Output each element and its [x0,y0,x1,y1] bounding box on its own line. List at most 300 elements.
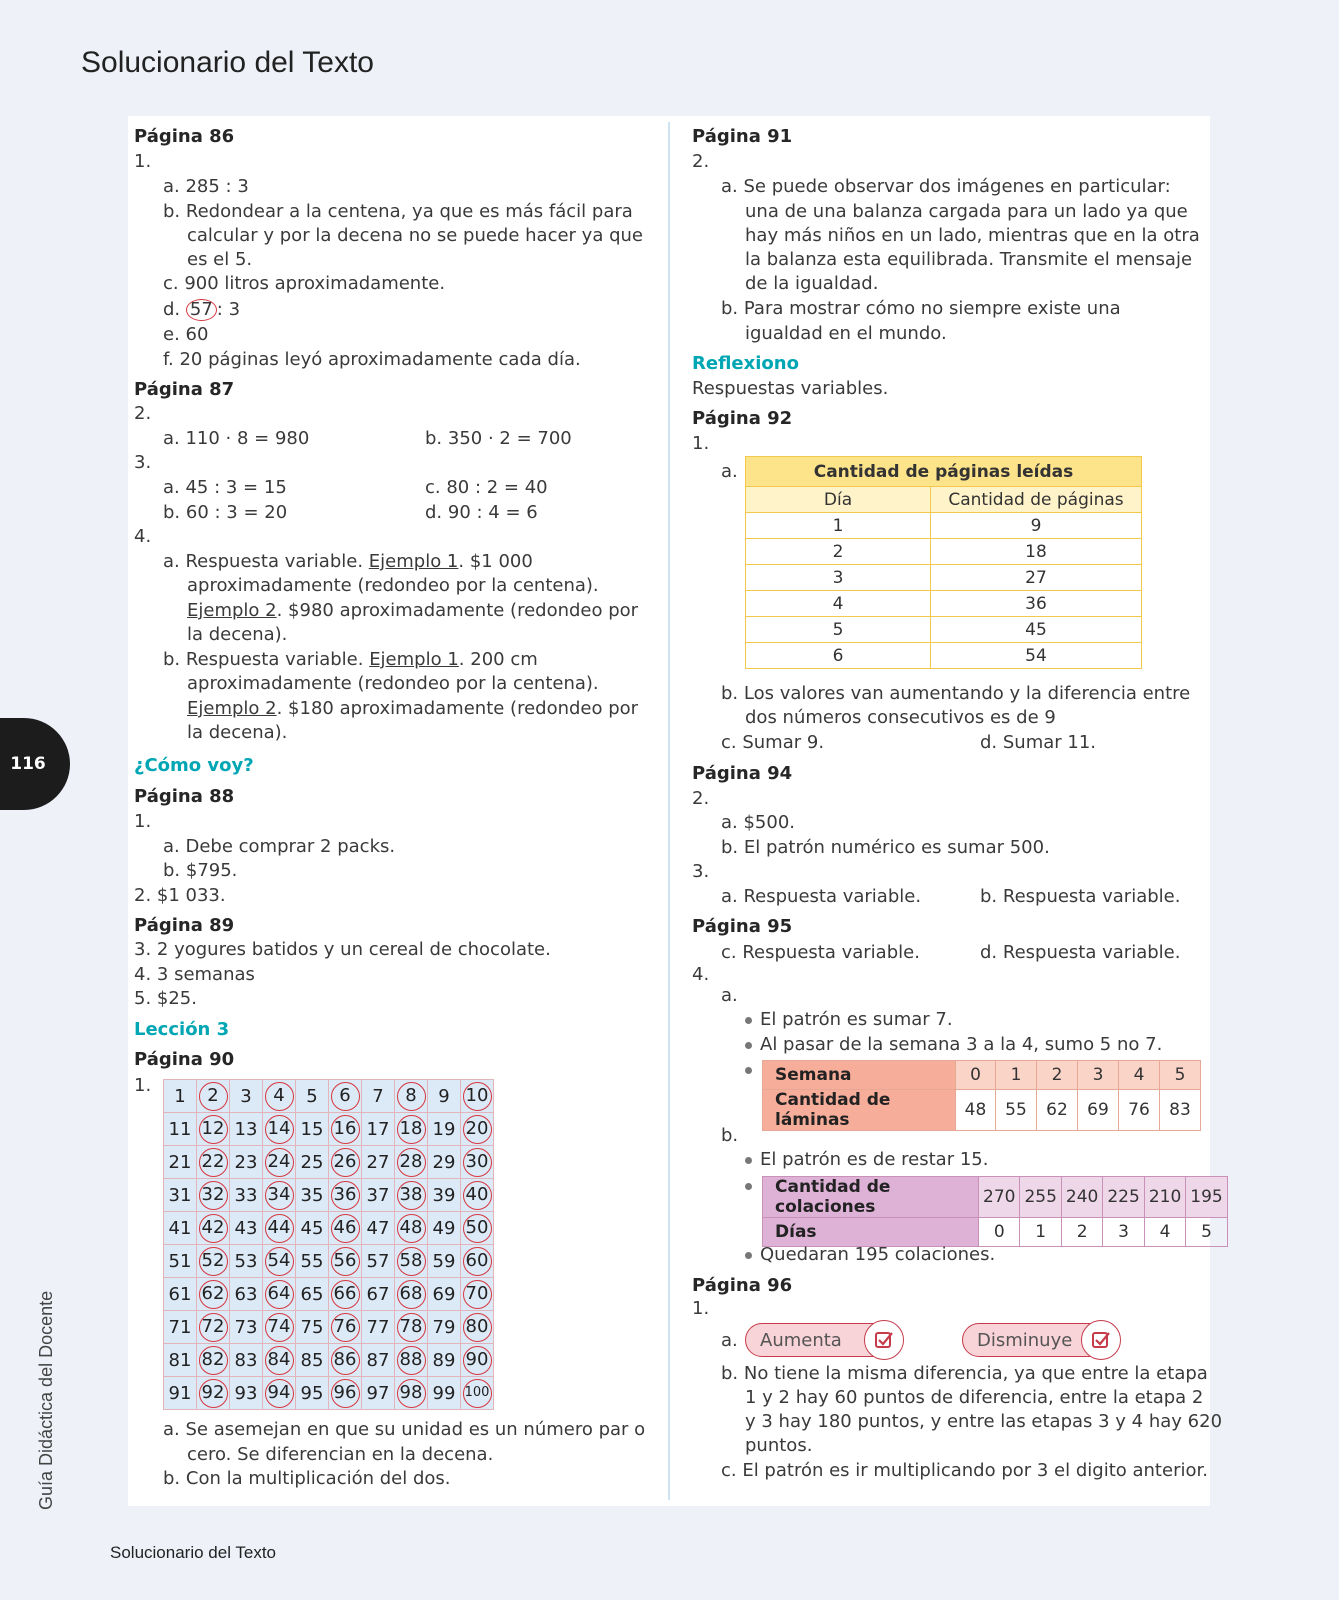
circled-number: 20 [463,1115,492,1144]
table-cell: 4 [746,591,931,617]
item-number: 3. [134,452,152,473]
table-cell: 48 [956,1090,996,1131]
circled-number: 68 [397,1280,426,1309]
answer-line: a. Se puede observar dos imágenes en particular: [721,176,1171,197]
section-heading-leccion: Lección 3 [134,1019,230,1040]
answer-line: b. Los valores van aumentando y la diferencia entre [721,683,1191,704]
answer-line: b. 60 : 3 = 20 [163,502,288,523]
grid-cell: 57 [362,1245,395,1278]
bullet-line [745,1174,760,1198]
circled-number: 92 [199,1379,228,1408]
answer-line: c. El patrón es ir multiplicando por 3 el digito anterior. [721,1460,1208,1481]
answer-line [187,697,638,721]
text: . $180 aproximadamente (redondeo por [276,698,639,719]
answer-line: igualdad en el mundo. [745,323,947,344]
grid-cell [395,1179,428,1212]
answer-line: b. $795. [163,860,238,881]
grid-cell [263,1179,296,1212]
circled-number: 4 [265,1082,294,1111]
grid-cell: 83 [230,1344,263,1377]
table-cell: 6 [746,643,931,669]
circled-number: 78 [397,1313,426,1342]
table-title: Cantidad de páginas leídas [746,457,1142,487]
grid-cell [461,1278,494,1311]
page-heading-95: Página 95 [692,916,793,937]
answer-line [163,550,533,574]
answer-line: a. 45 : 3 = 15 [163,477,287,498]
table-cell: 27 [931,565,1142,591]
grid-cell: 51 [164,1245,197,1278]
circled-number: 26 [331,1148,360,1177]
answer-line [163,648,538,672]
table-cell: 69 [1078,1090,1119,1131]
circled-number: 10 [463,1082,492,1111]
answer-line: c. 80 : 2 = 40 [425,477,548,498]
checkbox-checked-icon [1081,1320,1121,1360]
grid-cell [197,1146,230,1179]
circled-number: 36 [331,1181,360,1210]
circled-number: 12 [199,1115,228,1144]
column-divider [668,122,670,1500]
circled-number: 24 [265,1148,294,1177]
pages-read-table [745,456,1142,669]
grid-cell [461,1113,494,1146]
circled-number: 16 [331,1115,360,1144]
grid-cell [395,1311,428,1344]
grid-cell: 93 [230,1377,263,1410]
pill-aumenta [745,1323,903,1357]
pill-disminuye [962,1323,1120,1357]
grid-cell [329,1179,362,1212]
item-number: 3. [692,861,710,882]
answer-line: aproximadamente (redondeo por la centena). [187,673,599,694]
answer-line: a. Se asemejan en que su unidad es un número par o [163,1419,646,1440]
grid-cell [329,1377,362,1410]
table-cell: 255 [1020,1177,1061,1218]
grid-cell [329,1146,362,1179]
page-heading-87: Página 87 [134,379,235,400]
page-number-tab: 116 [0,718,70,810]
snacks-pattern-table [762,1176,1228,1247]
grid-cell [197,1344,230,1377]
side-guide-label: Guía Didáctica del Docente [36,1290,56,1510]
circled-number: 100 [463,1379,492,1408]
grid-cell: 23 [230,1146,263,1179]
grid-cell [395,1212,428,1245]
circled-number: 34 [265,1181,294,1210]
answer-suffix: : 3 [216,299,241,320]
grid-row [164,1377,494,1410]
grid-cell [395,1278,428,1311]
answer-line [187,599,638,623]
example-label: Ejemplo 1 [369,649,459,670]
answer-line: a. 110 · 8 = 980 [163,428,310,449]
bullet-text: Quedaran 195 colaciones. [760,1244,996,1265]
circled-number: 2 [199,1082,228,1111]
answer-line: c. Respuesta variable. [721,942,920,963]
table-cell: 3 [1078,1061,1119,1090]
page-heading-89: Página 89 [134,915,235,936]
bullet-text: El patrón es de restar 15. [760,1149,989,1170]
answer-line: b. 350 · 2 = 700 [425,428,572,449]
answer-line-d [163,298,240,322]
item-number: 2. [134,403,152,424]
table-cell: 2 [746,539,931,565]
page-heading-88: Página 88 [134,786,235,807]
answer-line: c. Sumar 9. [721,732,825,753]
answer-line: b. Redondear a la centena, ya que es más fácil para [163,201,633,222]
item-number: 1. [692,433,710,454]
grid-cell [263,1080,296,1113]
circled-number: 98 [397,1379,426,1408]
circled-number: 8 [397,1082,426,1111]
circled-number: 70 [463,1280,492,1309]
grid-cell: 41 [164,1212,197,1245]
item-letter: a. [721,985,738,1006]
table-cell: 3 [746,565,931,591]
circled-number: 96 [331,1379,360,1408]
item-number: 4. [134,526,152,547]
table-cell: 5 [1160,1061,1201,1090]
grid-row [164,1344,494,1377]
answer-line: la decena). [187,722,288,743]
row-label: Cantidad de láminas [763,1090,956,1131]
answer-line: c. 900 litros aproximadamente. [163,273,446,294]
grid-cell [395,1146,428,1179]
circled-number: 52 [199,1247,228,1276]
grid-cell: 25 [296,1146,329,1179]
pill-label: Aumenta [760,1329,842,1351]
table-header: Cantidad de páginas [931,487,1142,513]
answer-line: b. Respuesta variable. [980,886,1181,907]
table-cell: 2 [1061,1218,1102,1247]
table-cell: 195 [1186,1177,1227,1218]
grid-cell: 87 [362,1344,395,1377]
answer-line: hay más niños en un lado, mientras que en la otra [745,225,1200,246]
circled-number: 56 [331,1247,360,1276]
grid-cell: 5 [296,1080,329,1113]
page-heading-94: Página 94 [692,763,793,784]
item-number: 1. [134,1075,152,1096]
grid-cell: 71 [164,1311,197,1344]
text: b. Respuesta variable. [163,649,370,670]
bullet-icon [745,1183,752,1190]
grid-cell: 61 [164,1278,197,1311]
table-cell: 9 [931,513,1142,539]
answer-line: una de una balanza cargada para un lado ya que [745,201,1188,222]
answer-line: f. 20 páginas leyó aproximadamente cada día. [163,349,581,370]
answer-line: de la igualdad. [745,273,879,294]
grid-cell: 3 [230,1080,263,1113]
item-number: 1. [692,1298,710,1319]
grid-cell [197,1377,230,1410]
grid-cell [461,1245,494,1278]
grid-cell [263,1344,296,1377]
bullet-text: El patrón es sumar 7. [760,1009,953,1030]
table-cell: 62 [1037,1090,1078,1131]
grid-row [164,1212,494,1245]
table-cell: 54 [931,643,1142,669]
answer-line: 1 y 2 hay 60 puntos de diferencia, entre la etapa 2 [745,1387,1204,1408]
bullet-icon [745,1017,752,1024]
table-cell: 18 [931,539,1142,565]
page-header-title: Solucionario del Texto [81,46,374,79]
grid-cell [329,1245,362,1278]
answer-line: 2. $1 033. [134,885,226,906]
circled-number: 88 [397,1346,426,1375]
circled-number: 42 [199,1214,228,1243]
page-heading-96: Página 96 [692,1275,793,1296]
grid-cell [461,1212,494,1245]
table-cell: 4 [1144,1218,1185,1247]
grid-cell: 27 [362,1146,395,1179]
table-cell: 270 [979,1177,1020,1218]
grid-row [164,1080,494,1113]
answer-line: a. Debe comprar 2 packs. [163,836,396,857]
grid-cell: 19 [428,1113,461,1146]
check-icon [874,1330,894,1350]
answer-line: d. 90 : 4 = 6 [425,502,538,523]
answer-line: y 3 hay 180 puntos, y entre las etapas 3 y 4 hay 620 [745,1411,1223,1432]
grid-cell: 31 [164,1179,197,1212]
table-cell: 83 [1160,1090,1201,1131]
table-cell: 36 [931,591,1142,617]
answer-line: a. 285 : 3 [163,176,249,197]
circled-number: 22 [199,1148,228,1177]
grid-cell: 7 [362,1080,395,1113]
table-cell: 240 [1061,1177,1102,1218]
circled-number: 86 [331,1346,360,1375]
grid-cell: 33 [230,1179,263,1212]
bullet-line [745,1033,1162,1057]
footer-label: Solucionario del Texto [110,1543,277,1562]
grid-cell: 49 [428,1212,461,1245]
table-cell: 1 [746,513,931,539]
grid-cell: 55 [296,1245,329,1278]
bullet-line [745,1243,995,1267]
answer-line: la decena). [187,624,288,645]
circled-number: 50 [463,1214,492,1243]
table-cell: 0 [979,1218,1020,1247]
grid-cell [263,1377,296,1410]
item-letter: a. [721,461,738,482]
text: . 200 cm [458,649,538,670]
text: . $980 aproximadamente (redondeo por [276,600,639,621]
bullet-line [745,1148,988,1172]
grid-cell [329,1278,362,1311]
answer-line: a. $500. [721,812,796,833]
example-label: Ejemplo 2 [187,698,277,719]
grid-cell: 13 [230,1113,263,1146]
answer-line: 5. $25. [134,988,197,1009]
example-label: Ejemplo 2 [187,600,277,621]
grid-row [164,1146,494,1179]
item-number: 4. [692,964,710,985]
grid-cell [263,1113,296,1146]
checkbox-checked-icon [864,1320,904,1360]
grid-cell: 77 [362,1311,395,1344]
circled-number: 28 [397,1148,426,1177]
circled-number: 54 [265,1247,294,1276]
circled-number: 6 [331,1082,360,1111]
circled-number: 66 [331,1280,360,1309]
circled-number: 76 [331,1313,360,1342]
answer-line: d. Respuesta variable. [980,942,1181,963]
grid-cell [395,1245,428,1278]
grid-cell [197,1245,230,1278]
item-number: 2. [692,788,710,809]
circled-number: 58 [397,1247,426,1276]
answer-line: 4. 3 semanas [134,964,255,985]
hundred-grid [163,1079,494,1410]
table-cell: 4 [1119,1061,1160,1090]
item-number: 1. [134,151,152,172]
item-letter: b. [721,1125,739,1146]
grid-cell: 29 [428,1146,461,1179]
grid-cell [197,1311,230,1344]
grid-cell [263,1212,296,1245]
grid-cell [197,1278,230,1311]
circled-number: 57 [186,299,217,321]
grid-cell: 75 [296,1311,329,1344]
page-heading-86: Página 86 [134,126,235,147]
grid-cell: 89 [428,1344,461,1377]
grid-cell: 95 [296,1377,329,1410]
answer-line: b. Para mostrar cómo no siempre existe una [721,298,1121,319]
grid-cell [329,1080,362,1113]
section-heading-reflexiono: Reflexiono [692,353,799,374]
answer-line: d. Sumar 11. [980,732,1097,753]
item-letter: a. [721,1330,738,1351]
circled-number: 44 [265,1214,294,1243]
grid-cell [329,1344,362,1377]
grid-cell: 17 [362,1113,395,1146]
bullet-icon [745,1067,752,1074]
row-label: Días [763,1218,979,1247]
grid-cell [461,1179,494,1212]
grid-cell [329,1113,362,1146]
grid-cell [395,1113,428,1146]
bullet-icon [745,1252,752,1259]
check-icon [1091,1330,1111,1350]
item-number: 1. [134,811,152,832]
grid-row [164,1245,494,1278]
grid-cell [395,1377,428,1410]
grid-cell [329,1212,362,1245]
example-label: Ejemplo 1 [368,551,459,572]
grid-cell: 59 [428,1245,461,1278]
circled-number: 38 [397,1181,426,1210]
answer-line: b. No tiene la misma diferencia, ya que entre la etapa [721,1363,1208,1384]
grid-cell: 53 [230,1245,263,1278]
grid-cell [197,1113,230,1146]
grid-cell: 97 [362,1377,395,1410]
table-cell: 45 [931,617,1142,643]
circled-number: 82 [199,1346,228,1375]
grid-cell [461,1344,494,1377]
grid-cell: 39 [428,1179,461,1212]
grid-cell [263,1278,296,1311]
answer-line: aproximadamente (redondeo por la centena). [187,575,599,596]
answer-line: Respuestas variables. [692,378,889,399]
bullet-text: Al pasar de la semana 3 a la 4, sumo 5 no 7. [760,1034,1163,1055]
table-cell: 3 [1103,1218,1144,1247]
circled-number: 80 [463,1313,492,1342]
circled-number: 18 [397,1115,426,1144]
grid-cell: 43 [230,1212,263,1245]
grid-cell: 69 [428,1278,461,1311]
bullet-line [745,1008,953,1032]
answer-line: b. El patrón numérico es sumar 500. [721,837,1050,858]
table-cell: 225 [1103,1177,1144,1218]
grid-cell: 85 [296,1344,329,1377]
page-heading-90: Página 90 [134,1049,235,1070]
circled-number: 32 [199,1181,228,1210]
grid-cell [461,1146,494,1179]
table-cell: 2 [1037,1061,1078,1090]
circled-number: 90 [463,1346,492,1375]
grid-cell: 15 [296,1113,329,1146]
table-cell: 0 [956,1061,996,1090]
text: a. Respuesta variable. [163,551,369,572]
grid-cell [263,1311,296,1344]
table-cell: 210 [1144,1177,1185,1218]
grid-cell [461,1311,494,1344]
sheets-pattern-table [762,1060,1201,1131]
table-cell: 5 [1186,1218,1227,1247]
circled-number: 48 [397,1214,426,1243]
grid-cell: 21 [164,1146,197,1179]
grid-cell: 11 [164,1113,197,1146]
grid-cell: 79 [428,1311,461,1344]
grid-cell: 45 [296,1212,329,1245]
bullet-line [745,1058,760,1082]
grid-cell: 81 [164,1344,197,1377]
answer-prefix: d. [163,299,186,320]
grid-row [164,1278,494,1311]
grid-cell: 9 [428,1080,461,1113]
grid-row [164,1113,494,1146]
grid-cell [197,1212,230,1245]
circled-number: 64 [265,1280,294,1309]
grid-cell: 65 [296,1278,329,1311]
grid-cell [263,1245,296,1278]
table-cell: 1 [996,1061,1037,1090]
grid-cell [395,1344,428,1377]
grid-cell [461,1377,494,1410]
grid-cell: 47 [362,1212,395,1245]
grid-cell: 1 [164,1080,197,1113]
table-cell: 55 [996,1090,1037,1131]
grid-cell [461,1080,494,1113]
circled-number: 60 [463,1247,492,1276]
grid-cell: 37 [362,1179,395,1212]
table-header: Día [746,487,931,513]
answer-line: cero. Se diferencian en la decena. [187,1444,494,1465]
grid-row [164,1311,494,1344]
grid-cell [329,1311,362,1344]
answer-line: e. 60 [163,324,209,345]
circled-number: 30 [463,1148,492,1177]
table-cell: 76 [1119,1090,1160,1131]
circled-number: 14 [265,1115,294,1144]
grid-cell [263,1146,296,1179]
page-heading-92: Página 92 [692,408,793,429]
row-label: Cantidad de colaciones [763,1177,979,1218]
bullet-icon [745,1042,752,1049]
answer-line: es el 5. [187,249,253,270]
answer-line: calcular y por la decena no se puede hacer ya que [187,225,643,246]
